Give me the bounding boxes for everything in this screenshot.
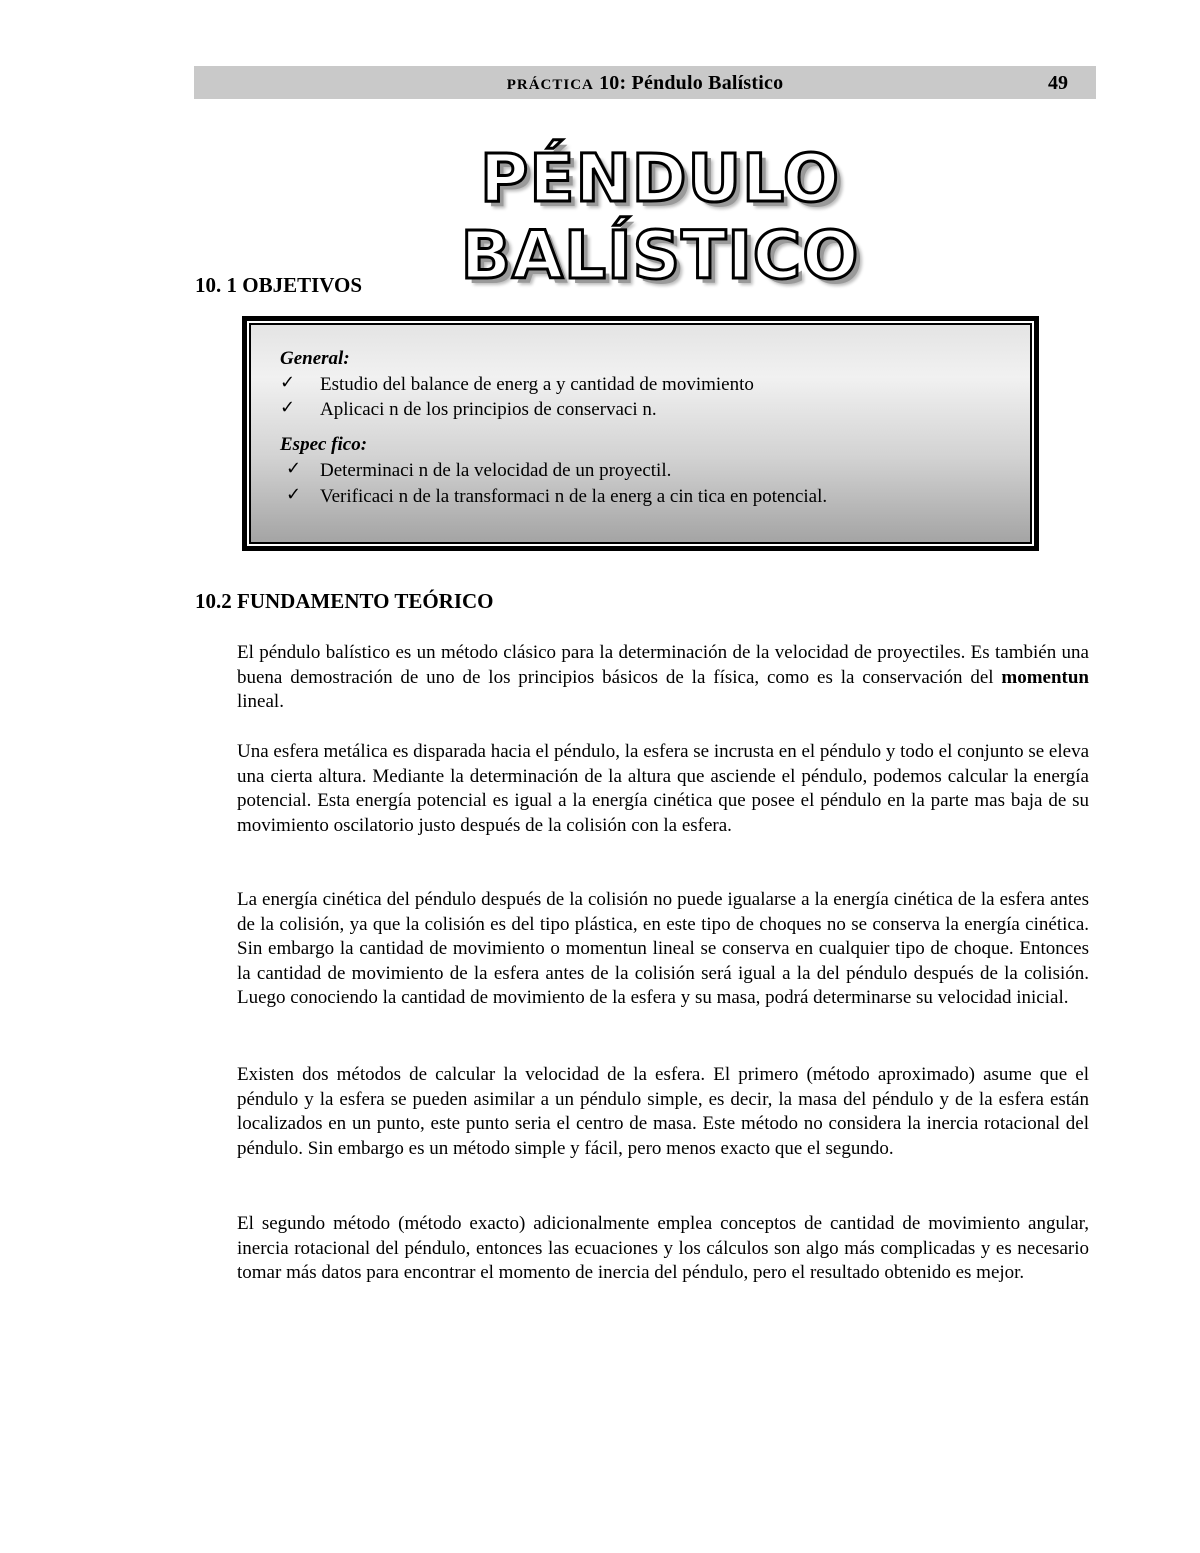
specific-item: Determinaci n de la velocidad de un proyectil. bbox=[320, 460, 672, 481]
specific-label: Espec fico: bbox=[280, 434, 368, 455]
main-title: PÉNDULO BALÍSTICO bbox=[460, 140, 860, 294]
page-number: 49 bbox=[1048, 72, 1068, 94]
practice-label: PRÁCTICA bbox=[506, 77, 594, 93]
check-icon: ✓ bbox=[286, 484, 302, 505]
check-icon: ✓ bbox=[280, 397, 296, 418]
paragraph-3: La energía cinética del péndulo después de la colisión no puede igualarse a la energía cinética de la esfera antes de la colisión, ya que la colisión es del tipo plástica, en este tipo de choques no se conserva la energía cinética. Sin embargo la cantidad de movimiento o momentun lineal se conserva en cualquier tipo de choque. Entonces la cantidad de movimiento de la esfera antes de la colisión será igual a la del péndulo después de la colisión. Luego conociendo la cantidad de movimiento de la esfera y su masa, podrá determinarse su velocidad inicial. bbox=[237, 889, 1089, 1009]
paragraph-2: Una esfera metálica es disparada hacia el péndulo, la esfera se incrusta en el péndulo y todo el conjunto se eleva una cierta altura. Mediante la determinación de la altura que asciende el péndulo, podemos calcular la energía potencial. Esta energía potencial es igual a la energía cinética que posee el péndulo en la parte mas baja de su movimiento oscilatorio justo después de la colisión con la esfera. bbox=[237, 741, 1090, 836]
paragraph-5: El segundo método (método exacto) adicionalmente emplea conceptos de cantidad de movimiento angular, inercia rotacional del péndulo, entonces las ecuaciones y los cálculos son algo más complicadas y es necesario tomar más datos para encontrar el momento de inercia del péndulo, pero el resultado obtenido es mejor. bbox=[237, 1213, 1089, 1284]
paragraph-4: Existen dos métodos de calcular la velocidad de la esfera. El primero (método aproximado) asume que el péndulo y la esfera se pueden asimilar a un péndulo simple, es decir, la masa del péndulo y de la esfera están localizados en un punto, este punto seria el centro de masa. Este método no considera la inercia rotacional del péndulo. Sin embargo es un método simple y fácil, pero menos exacto que el segundo. bbox=[237, 1064, 1089, 1159]
check-icon: ✓ bbox=[286, 458, 302, 479]
check-icon: ✓ bbox=[280, 372, 296, 393]
paragraph-1-bold: momentun bbox=[1001, 666, 1089, 688]
specific-item: Verificaci n de la transformaci n de la energ a cin tica en potencial. bbox=[320, 486, 828, 507]
general-item: Estudio del balance de energ a y cantidad de movimiento bbox=[320, 374, 754, 395]
section-heading-fundamento: 10.2 FUNDAMENTO TEÓRICO bbox=[195, 589, 494, 613]
general-item: Aplicaci n de los principios de conservaci n. bbox=[320, 399, 657, 420]
header-title bbox=[194, 72, 1096, 95]
section-heading-objetivos: 10. 1 OBJETIVOS bbox=[195, 273, 363, 297]
paragraph-1-end: lineal. bbox=[237, 691, 284, 713]
practice-title: 10: Péndulo Balístico bbox=[599, 72, 784, 94]
general-label: General: bbox=[280, 348, 350, 369]
paragraph-1 bbox=[237, 641, 1089, 715]
paragraph-1-text: El péndulo balístico es un método clásico para la determinación de la velocidad de proyectiles. Es también una buena demostración de uno de los principios básicos de la física, como es la conservación del bbox=[237, 642, 1089, 688]
page-header bbox=[194, 66, 1096, 99]
